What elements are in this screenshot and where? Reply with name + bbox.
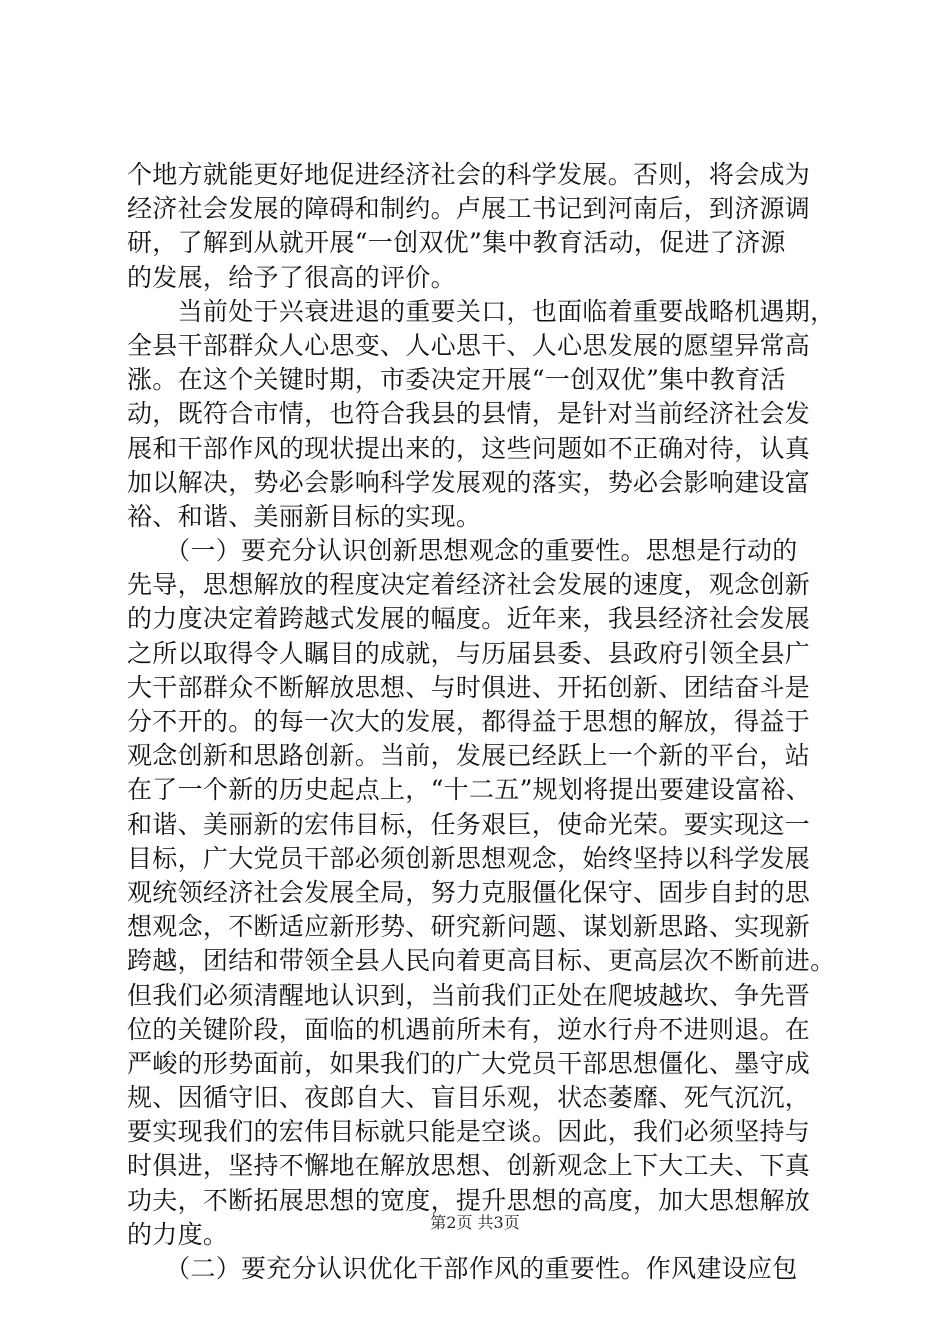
text-line: 裕、和谐、美丽新目标的实现。: [127, 501, 482, 531]
text-line: （一）要充分认识创新思想观念的重要性。思想是行动的: [127, 536, 798, 566]
text-line: 涨。在这个关键时期，市委决定开展“一创双优”集中教育活: [127, 365, 786, 395]
text-line: 经济社会发展的障碍和制约。卢展工书记到河南后，到济源调: [127, 194, 811, 224]
text-line: 的力度。: [127, 1219, 229, 1249]
text-line: 研，了解到从就开展“一创双优”集中教育活动，促进了济源: [127, 228, 786, 258]
text-line: 动，既符合市情，也符合我县的县情，是针对当前经济社会发: [127, 399, 811, 429]
text-line: 的力度决定着跨越式发展的幅度。近年来，我县经济社会发展: [127, 604, 811, 634]
page-number: 第2页 共3页: [430, 1213, 520, 1232]
text-line: 严峻的形势面前，如果我们的广大党员干部思想僵化、墨守成: [127, 1048, 811, 1078]
text-line: 全县干部群众人心思变、人心思干、人心思发展的愿望异常高: [127, 330, 811, 360]
text-line: 的发展，给予了很高的评价。: [127, 262, 456, 292]
text-line: 之所以取得令人瞩目的成就，与历届县委、县政府引领全县广: [127, 638, 811, 668]
text-line: 先导，思想解放的程度决定着经济社会发展的速度，观念创新: [127, 570, 811, 600]
text-line: 但我们必须清醒地认识到，当前我们正处在爬坡越坎、争先晋: [127, 980, 811, 1010]
text-line: 时俱进，坚持不懈地在解放思想、创新观念上下大工夫、下真: [127, 1151, 811, 1181]
text-line: 加以解决，势必会影响科学发展观的落实，势必会影响建设富: [127, 467, 811, 497]
body-text: [127, 158, 835, 1286]
text-line: 和谐、美丽新的宏伟目标，任务艰巨，使命光荣。要实现这一: [127, 809, 811, 839]
text-line: 观统领经济社会发展全局，努力克服僵化保守、固步自封的思: [127, 877, 811, 907]
text-line: 想观念，不断适应新形势、研究新问题、谋划新思路、实现新: [127, 912, 811, 942]
text-line: 位的关键阶段，面临的机遇前所未有，逆水行舟不进则退。在: [127, 1014, 811, 1044]
text-line: 在了一个新的历史起点上，“十二五”规划将提出要建设富裕、: [127, 775, 811, 805]
text-line: 跨越，团结和带领全县人民向着更高目标、更高层次不断前进。: [127, 946, 836, 976]
text-line: 大干部群众不断解放思想、与时俱进、开拓创新、团结奋斗是: [127, 672, 811, 702]
text-line: （二）要充分认识优化干部作风的重要性。作风建设应包: [127, 1254, 798, 1283]
text-line: 个地方就能更好地促进经济社会的科学发展。否则，将会成为: [127, 160, 811, 189]
text-line: 功夫，不断拓展思想的宽度，提升思想的高度，加大思想解放: [127, 1185, 811, 1215]
text-line: 规、因循守旧、夜郎自大、盲目乐观，状态萎靡、死气沉沉，: [127, 1083, 811, 1113]
text-line: 当前处于兴衰进退的重要关口，也面临着重要战略机遇期，: [127, 296, 836, 326]
text-line: 目标，广大党员干部必须创新思想观念，始终坚持以科学发展: [127, 843, 811, 873]
page-footer: [0, 1213, 950, 1233]
text-line: 观念创新和思路创新。当前，发展已经跃上一个新的平台，站: [127, 741, 811, 771]
text-line: 展和干部作风的现状提出来的，这些问题如不正确对待，认真: [127, 433, 811, 463]
text-line: 要实现我们的宏伟目标就只能是空谈。因此，我们必须坚持与: [127, 1117, 811, 1147]
text-line: 分不开的。的每一次大的发展，都得益于思想的解放，得益于: [127, 707, 811, 736]
